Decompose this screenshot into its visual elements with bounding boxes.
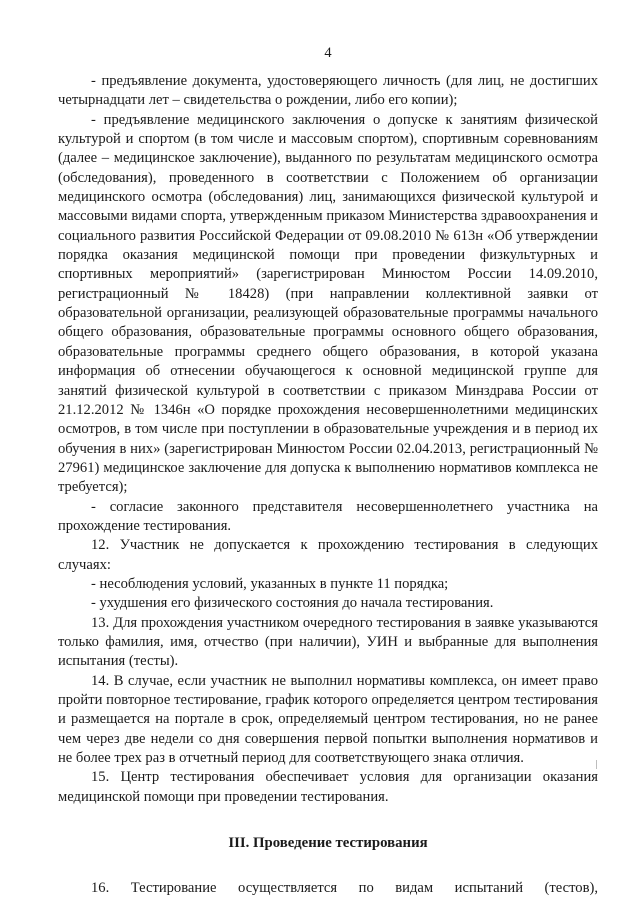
paragraph-12-condition-1: - несоблюдения условий, указанных в пункте 11 порядка; <box>91 575 449 592</box>
paragraph-14-retesting: 14. В случае, если участник не выполнил нормативы комплекса, он имеет право пройти повторное тестирование, график которого определяется центром тестирования и размещается на портале в срок, определяемый центром тестирования, но не ранее чем через две недели со дня совершения первой попытки выполнения нормативов и не более трех раз в отчетный период для соответствующего знака отличия. <box>58 672 598 767</box>
page-number: 4 <box>324 45 332 61</box>
scan-artifact <box>596 760 597 769</box>
paragraph-12-condition-2: - ухудшения его физического состояния до начала тестирования. <box>91 595 494 612</box>
section-title: III. Проведение тестирования <box>228 835 428 852</box>
paragraph-identity-document: - предъявление документа, удостоверяющего личность (для лиц, не достигших четырнадцати лет – свидетельства о рождении, либо его копии); <box>58 73 598 109</box>
paragraph-guardian-consent: - согласие законного представителя несовершеннолетнего участника на прохождение тестирования. <box>58 498 598 534</box>
paragraph-medical-certificate: - предъявление медицинского заключения о допуске к занятиям физической культурой и спортом (в том числе и массовым спортом), спортивным соревнованиям (далее – медицинское заключение), выданного по результатам медицинского осмотра (обследования), проведенного в соответствии с Положением об организации медицинского осмотра (обследования) лиц, занимающихся физической культурой и массовыми видами спорта, утвержденным приказом Министерства здравоохранения и социального развития Российской Федерации от 09.08.2010 № 613н «Об утверждении порядка оказания медицинской помощи при проведении физкультурных и спортивных мероприятий» (зарегистрирован Минюстом России 14.09.2010, регистрационный № 18428) (при направлении коллективной заявки от образовательной организации, реализующей образовательные программы начального общего образования, образовательные программы основного общего образования, образовательные программы среднего общего образования, в которой указана информация об отнесении обучающегося к основной медицинской группе для занятий физической культурой в соответствии с приказом Минздрава России от 21.12.2012 № 1346н «О порядке прохождения несовершеннолетними медицинских осмотров, в том числе при поступлении в образовательные учреждения и в период их обучения в них» (зарегистрирован Минюстом России 02.04.2013, регистрационный № 27961) медицинское заключение для допуска к выполнению нормативов комплекса не требуется); <box>58 111 598 496</box>
paragraph-13-application: 13. Для прохождения участником очередного тестирования в заявке указываются только фамилия, имя, отчество (при наличии), УИН и выбранные для выполнения испытания (тесты). <box>58 614 598 670</box>
document-body <box>58 72 598 807</box>
paragraph-15-medical-aid: 15. Центр тестирования обеспечивает условия для организации оказания медицинской помощи при проведении тестирования. <box>58 769 598 805</box>
paragraph-12-not-admitted: 12. Участник не допускается к прохождению тестирования в следующих случаях: <box>58 537 598 573</box>
paragraph-16-testing: 16. Тестирование осуществляется по видам испытаний (тестов), <box>91 880 598 897</box>
